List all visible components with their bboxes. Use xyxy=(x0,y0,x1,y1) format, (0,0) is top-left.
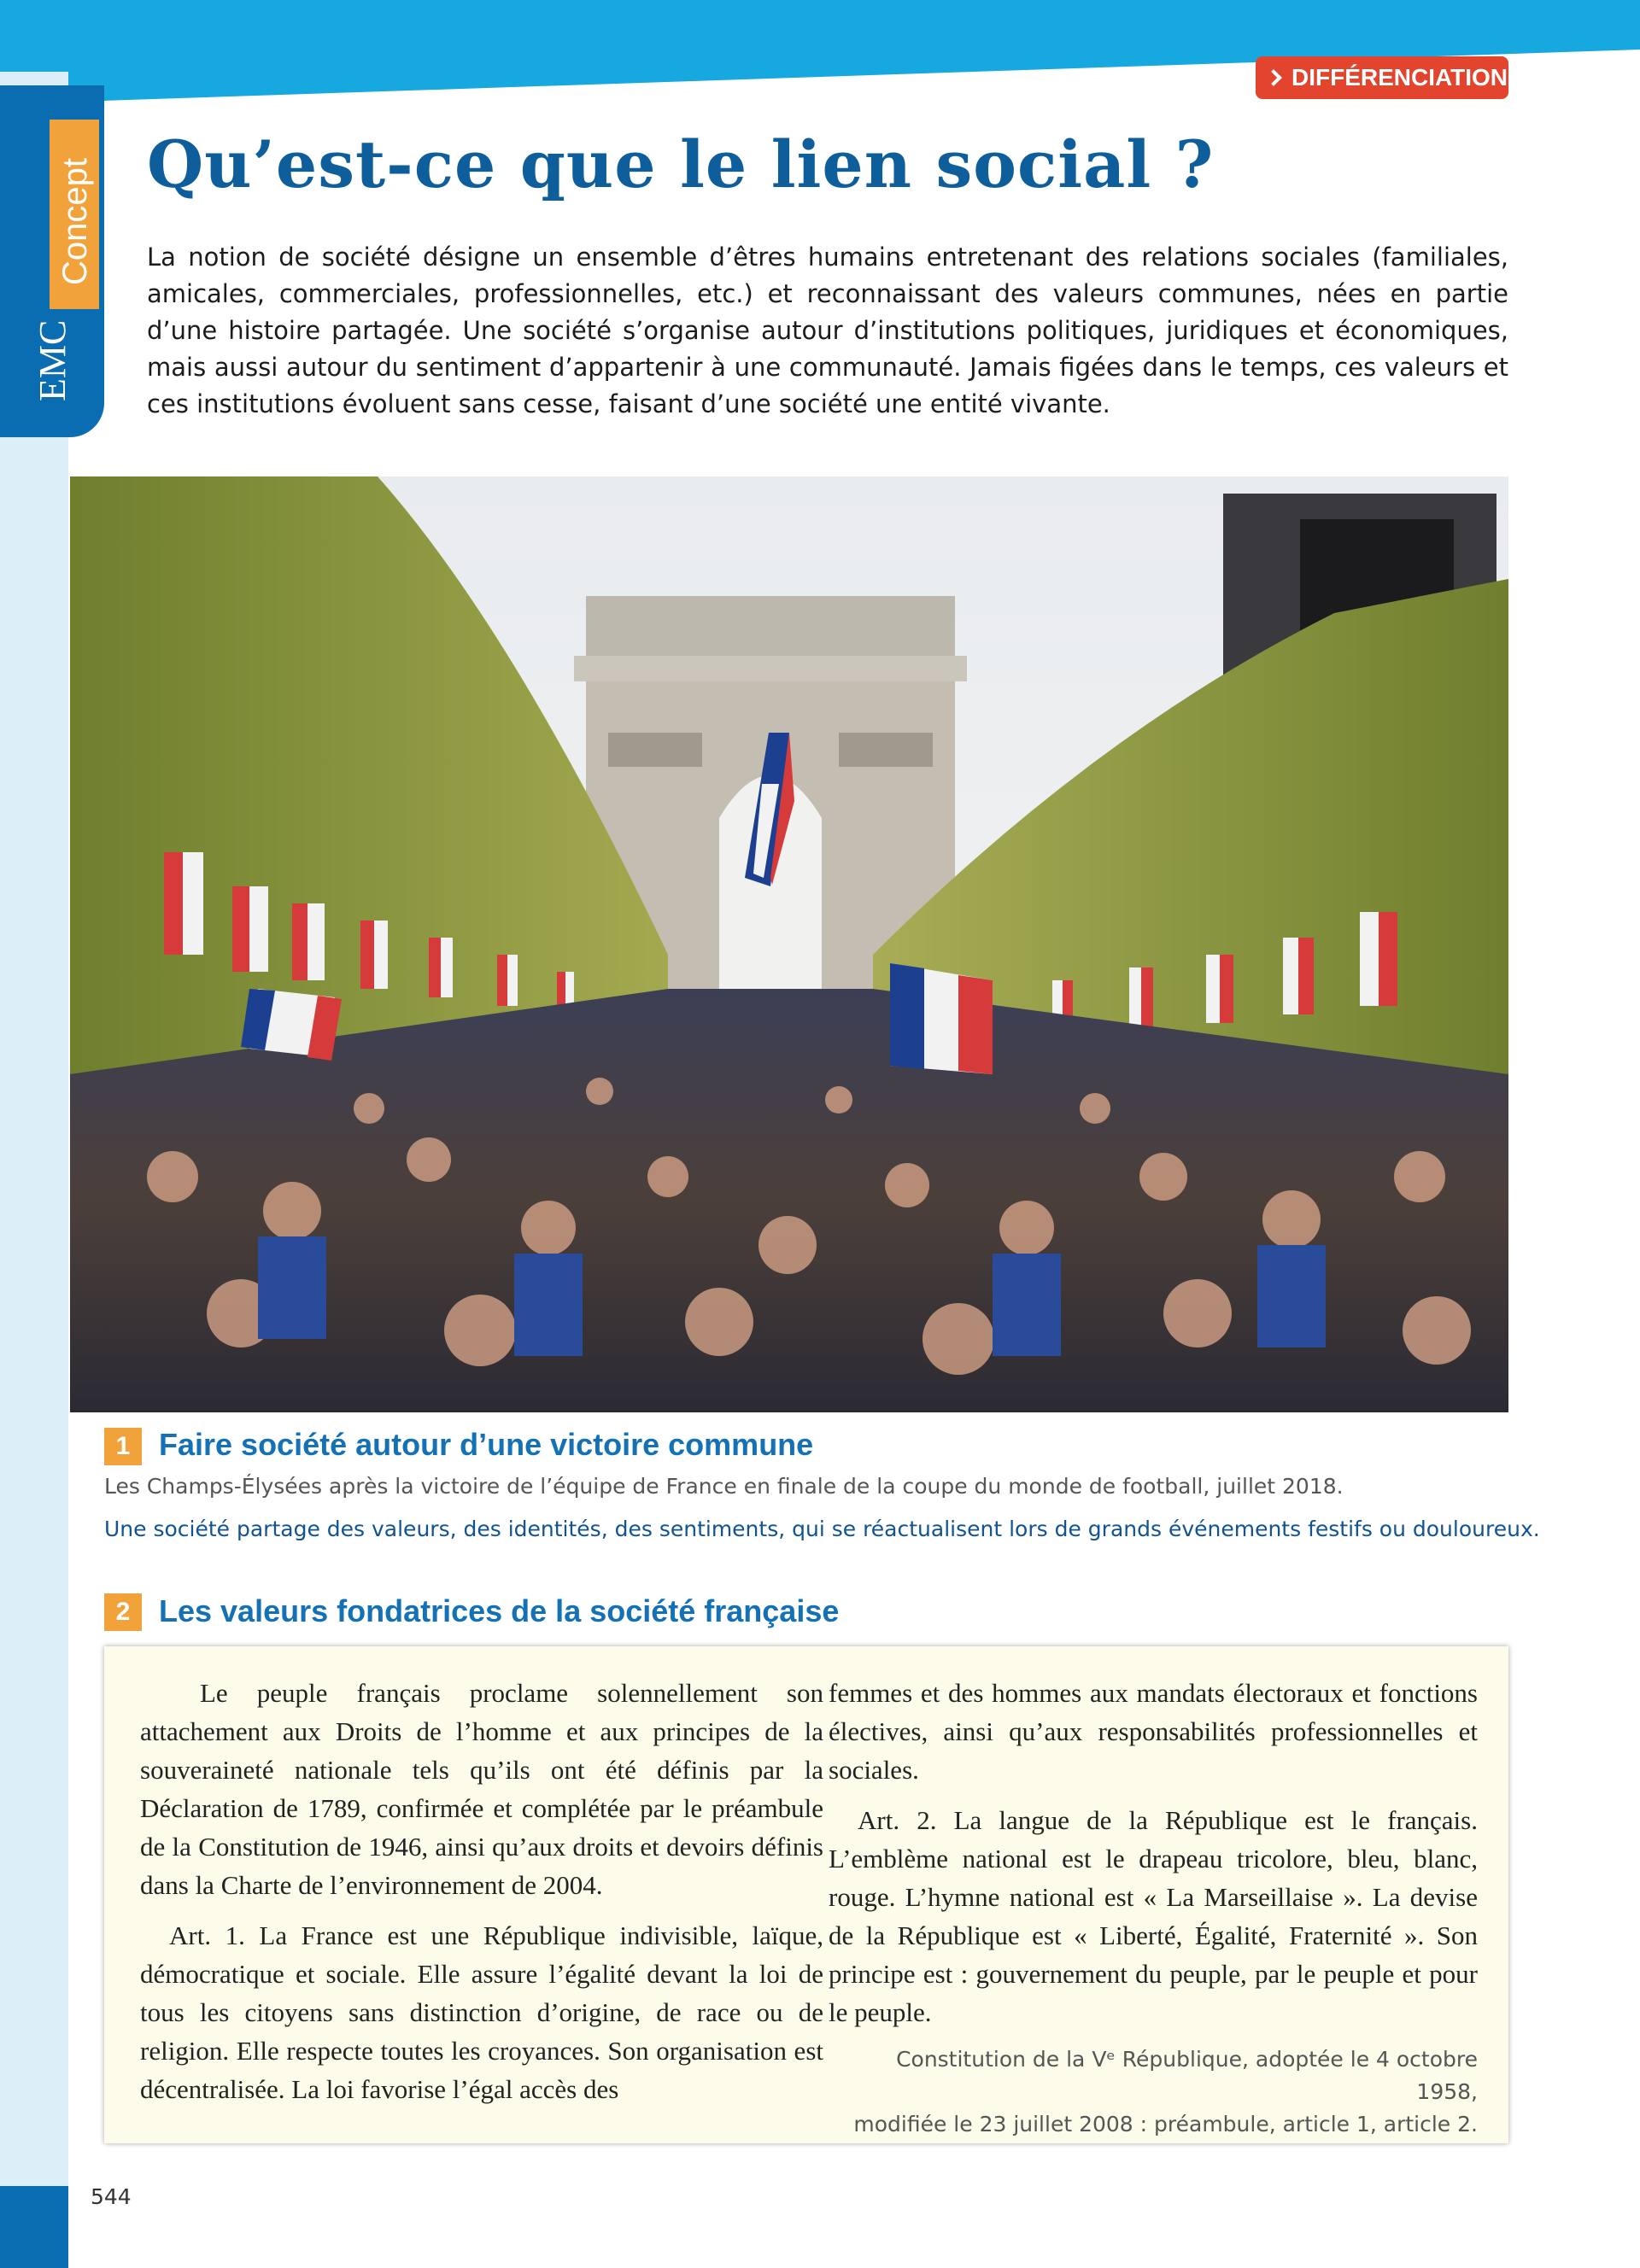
preamble-paragraph: Le peuple français proclame solennellement son attachement aux Droits de l’homme et aux principes de la souveraineté nationale tels qu’ils ont été définis par la Déclaration de 1789, confirmée et complétée par le préambule de la Constitution de 1946, ainsi qu’aux droits et devoirs définis dans la Charte de l’environnement de 2004. xyxy=(140,1678,823,1900)
champs-elysees-photo xyxy=(70,476,1508,1412)
concept-label: Concept xyxy=(56,158,94,285)
differentiation-badge[interactable] xyxy=(1256,56,1508,99)
footer-tab xyxy=(0,2186,68,2268)
badge-label: DIFFÉRENCIATION xyxy=(1292,64,1508,91)
doc2-title: Les valeurs fondatrices de la société française xyxy=(159,1593,840,1628)
doc1-comment: Une société partage des valeurs, des identités, des sentiments, qui se réactualisent lors de grands événements festifs ou douloureux. xyxy=(104,1517,1540,1541)
photo-illustration xyxy=(70,476,1508,1412)
source-line-1: Constitution de la Vᵉ République, adoptée le 4 octobre 1958, xyxy=(896,2047,1478,2104)
doc1-number: 1 xyxy=(104,1428,142,1465)
doc2-number: 2 xyxy=(104,1593,142,1631)
article2-paragraph: Art. 2. La langue de la République est le français. L’emblème national est le drapeau tricolore, bleu, blanc, rouge. L’hymne national est « La Marseillaise ». La devise de la République est « Liberté, Égalité, Fraternité ». Son principe est : gouvernement du peuple, par le peuple et pour le peuple. xyxy=(829,1805,1478,2027)
constitution-text-box xyxy=(104,1646,1508,2143)
source-line-2: modifiée le 23 juillet 2008 : préambule, article 1, article 2. xyxy=(853,2112,1478,2136)
page-title: Qu’est-ce que le lien social ? xyxy=(147,126,1215,202)
subject-label: EMC xyxy=(32,319,73,401)
intro-paragraph: La notion de société désigne un ensemble d’êtres humains entretenant des relations sociales (familiales, amicales, commerciales, professionnelles, etc.) et reconnaissant des valeurs communes, nées en partie d’une histoire partagée. Une société s’organise autour d’institutions politiques, juridiques et économiques, mais aussi autour du sentiment d’appartenir à une communauté. Jamais figées dans le temps, ces valeurs et ces institutions évoluent sans cesse, faisant d’une société une entité vivante. xyxy=(147,243,1508,418)
chevron-right-icon xyxy=(1265,69,1282,86)
article1-paragraph: Art. 1. La France est une République indivisible, laïque, démocratique et sociale. Elle assure l’égalité devant la loi de tous les citoyens sans distinction d’origine, de race ou de religion. Elle respecte toutes les croyances. Son organisation est décentralisée. La loi favorise l’égal accès des xyxy=(140,1920,823,2104)
source-reference xyxy=(829,2043,1478,2141)
doc1-title: Faire société autour d’une victoire commune xyxy=(159,1427,814,1462)
text-column-left xyxy=(140,1674,823,2120)
page-number: 544 xyxy=(91,2184,132,2209)
text-column-right xyxy=(829,1674,1478,2141)
doc1-caption: Les Champs-Élysées après la victoire de l’équipe de France en finale de la coupe du monde de football, juillet 2018. xyxy=(104,1474,1344,1499)
article1-continued: femmes et des hommes aux mandats électoraux et fonctions électives, ainsi qu’aux responsabilités professionnelles et sociales. xyxy=(829,1678,1478,1785)
